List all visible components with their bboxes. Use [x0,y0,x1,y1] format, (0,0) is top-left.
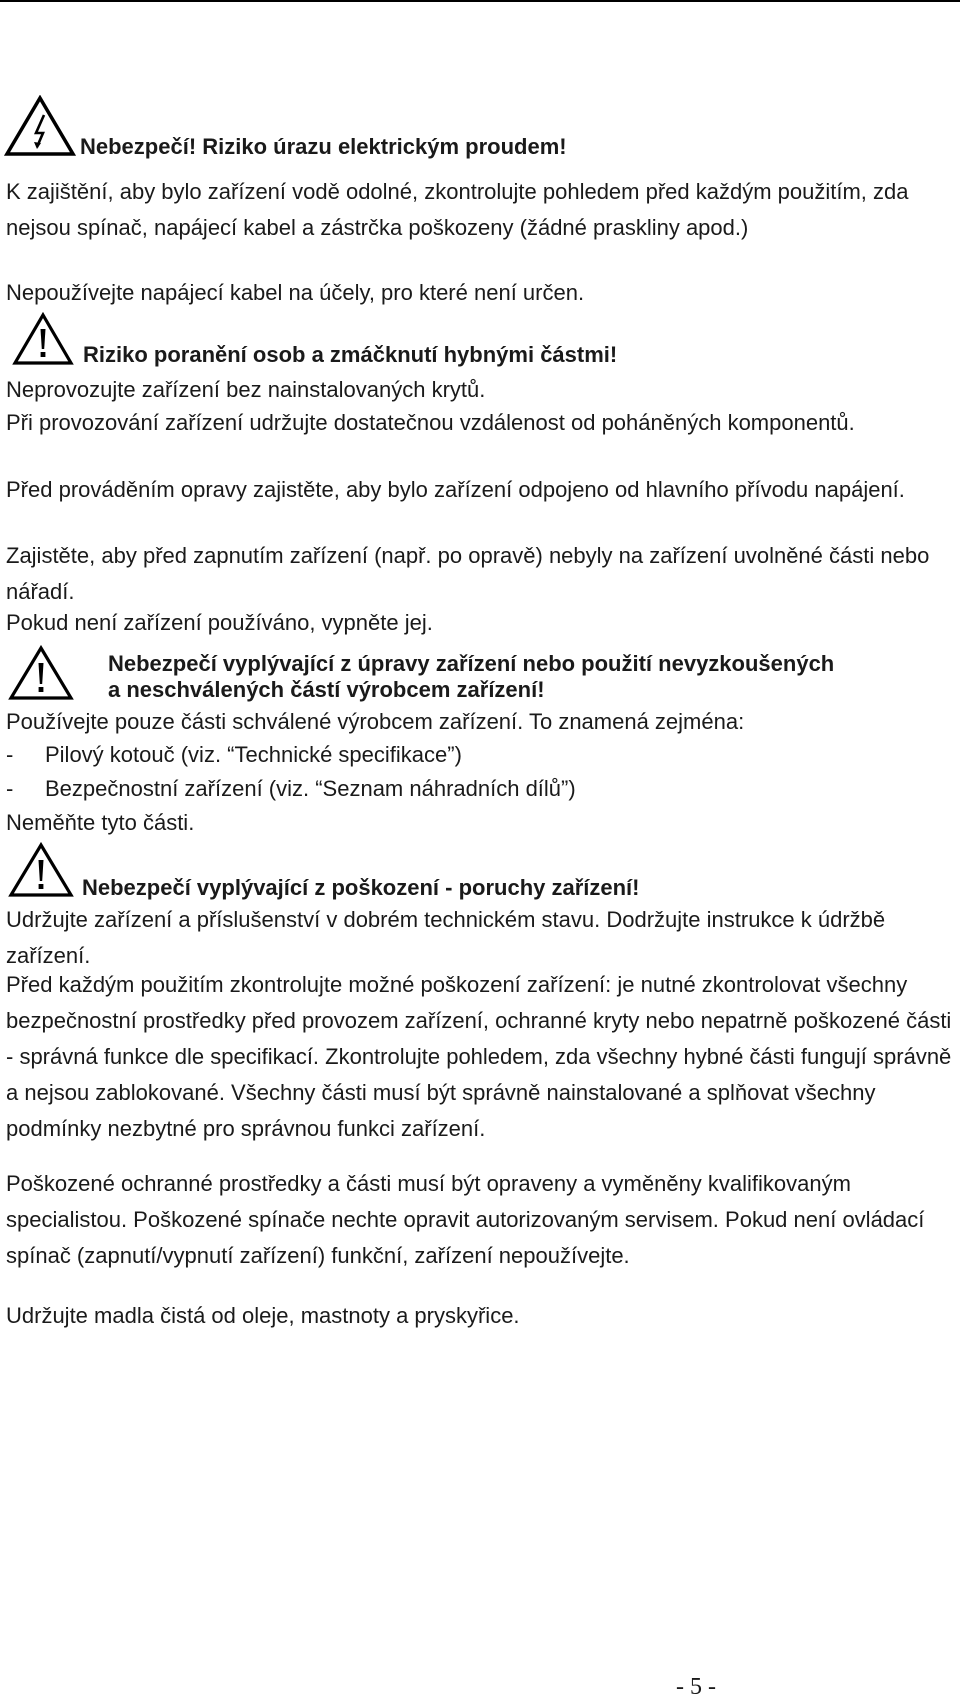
general-warning-icon [8,842,74,898]
section-heading-electric: Nebezpečí! Riziko úrazu elektrickým proudem! [80,134,567,159]
paragraph: Používejte pouze části schválené výrobcem zařízení. To znamená zejména: [6,709,745,734]
paragraph: Nepoužívejte napájecí kabel na účely, pro které není určen. [6,280,585,305]
paragraph: Před každým použitím zkontrolujte možné poškození zařízení: je nutné zkontrolovat všechny bezpečnostní prostředky před provozem zařízení, ochranné kryty nebo nepatrně poškozené části - správná funkce dle specifikací. Zkontrolujte pohledem, zda všechny hybné části fungují správně a nejsou zablokované. Všechny části musí být správně nainstalované a splňovat všechny podmínky nezbytné pro správnou funkci zařízení. [6,972,958,1141]
paragraph: Udržujte madla čistá od oleje, mastnoty a pryskyřice. [6,1303,520,1328]
paragraph: Před prováděním opravy zajistěte, aby bylo zařízení odpojeno od hlavního přívodu napájení. [6,477,905,502]
paragraph: Udržujte zařízení a příslušenství v dobrém technickém stavu. Dodržujte instrukce k údržbě zařízení. [6,907,892,968]
paragraph: Neměňte tyto části. [6,810,195,835]
list-item-text: Bezpečnostní zařízení (viz. “Seznam náhradních dílů”) [45,776,576,801]
list-bullet: - [6,776,14,801]
list-item-text: Pilový kotouč (viz. “Technické specifikace”) [45,742,462,767]
list-item [6,771,954,807]
general-warning-icon [12,312,74,366]
section-heading-modification-line-2: a neschválených částí výrobcem zařízení! [108,677,545,702]
electric-shock-warning-icon [4,95,76,157]
paragraph: Při provozování zařízení udržujte dostatečnou vzdálenost od poháněných komponentů. [6,410,855,435]
paragraph: Zajistěte, aby před zapnutím zařízení (např. po opravě) nebyly na zařízení uvolněné části nebo nářadí. [6,543,936,604]
page-number: - 5 - [676,1674,716,1700]
section-heading-damage: Nebezpečí vyplývající z poškození - poruchy zařízení! [82,875,640,900]
paragraph: Neprovozujte zařízení bez nainstalovaných krytů. [6,377,486,402]
paragraph: K zajištění, aby bylo zařízení vodě odolné, zkontrolujte pohledem před každým použitím, zda nejsou spínač, napájecí kabel a zástrčka poškozeny (žádné praskliny apod.) [6,179,915,240]
section-heading-modification-line-1: Nebezpečí vyplývající z úpravy zařízení nebo použití nevyzkoušených [108,651,835,676]
paragraph: Poškozené ochranné prostředky a části musí být opraveny a vyměněny kvalifikovaným specialistou. Poškozené spínače nechte opravit autorizovaným servisem. Pokud není ovládací spínač (zapnutí/vypnutí zařízení) funkční, zařízení nepoužívejte. [6,1171,931,1268]
section-heading-injury: Riziko poranění osob a zmáčknutí hybnými částmi! [83,342,618,367]
list-item [6,737,954,773]
paragraph: Pokud není zařízení používáno, vypněte jej. [6,610,433,635]
list-bullet: - [6,742,14,767]
general-warning-icon [8,645,74,701]
